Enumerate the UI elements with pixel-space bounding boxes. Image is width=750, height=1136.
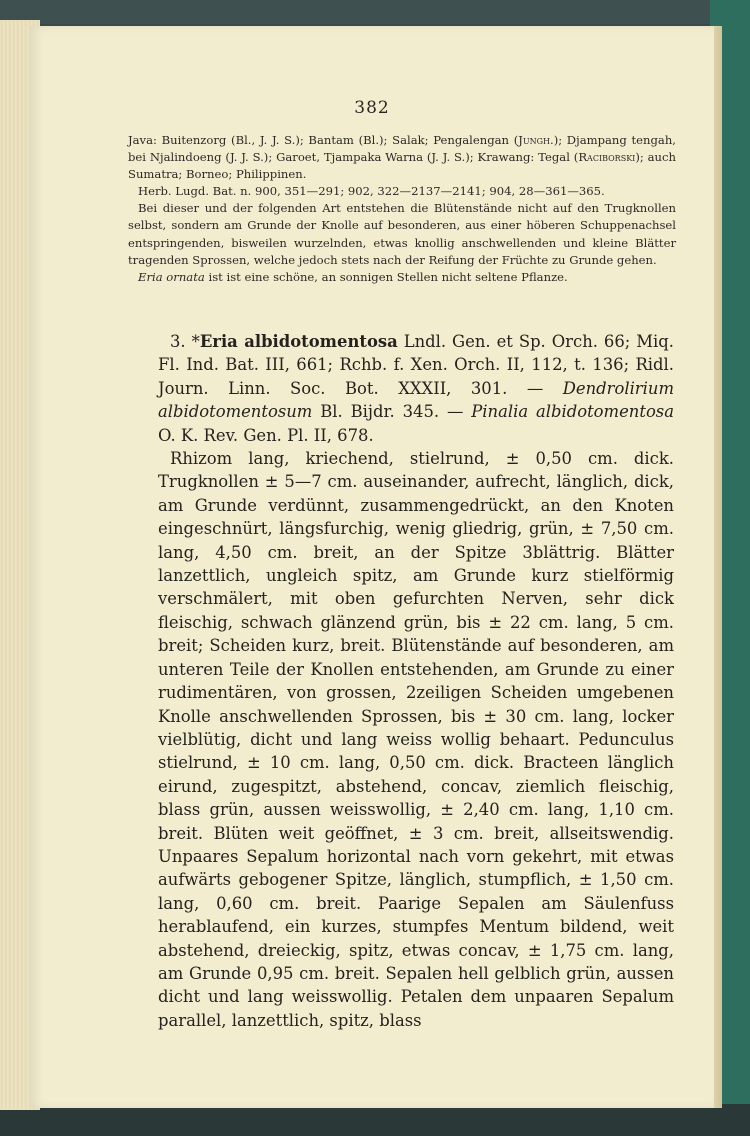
species-remark-text: ist ist eine schöne, an sonnigen Stellen nicht seltene Pflanze. — [204, 269, 568, 284]
species-description: Rhizom lang, kriechend, stielrund, ± 0,50 cm. dick. Trugknollen ± 5—7 cm. auseinander, aufrecht, länglich, dick, am Grunde verdünnt, zusammengedrückt, an den Knoten eingeschnürt, längsfurchig, wenig gliedrig, grün, ± 7,50 cm. lang, 4,50 cm. breit, an der Spitze 3blättrig. Blätter lanzettlich, ungleich spitz, am Grunde kurz stielförmig verschmälert, mit oben gefurchten Nerven, sehr dick fleischig, schwach glänzend grün, bis ± 22 cm. lang, 5 cm. breit; Scheiden kurz, breit. Blütenstände auf besonderen, am unteren Teile der Knollen entstehenden, am Grunde zu einer rudimentären, von grossen, 2zeiligen Scheiden umgebenen Knolle anschwellenden Sprossen, bis ± 30 cm. lang, locker vielblütig, dicht und lang weiss wollig behaart. Pedunculus stielrund, ± 10 cm. lang, 0,50 cm. dick. Bracteen länglich eirund, zugespitzt, abstehend, concav, ziemlich fleischig, blass grün, aussen weisswollig, ± 2,40 cm. lang, 1,10 cm. breit. Blüten weit geöffnet, ± 3 cm. breit, allseitswendig. Unpaares Sepalum horizontal nach vorn gekehrt, mit etwas aufwärts gebogener Spitze, länglich, stumpflich, ± 1,50 cm. lang, 0,60 cm. breit. Paarige Sepalen am Säulenfuss herablaufend, ein kurzes, stumpfes Mentum bildend, weit abstehend, dreieckig, spitz, etwas concav, ± 1,75 cm. lang, am Grunde 0,95 cm. breit. Sepalen hell gelblich grün, aussen dicht und lang weisswollig. Petalen dem unpaaren Sepalum parallel, lanzettlich, spitz, blass — [158, 449, 674, 1030]
herbarium-reference: Herb. Lugd. Bat. n. 900, 351—291; 902, 322—2137—2141; 904, 28—361—365. — [138, 184, 605, 199]
collector-name-raciborski: Raciborski — [578, 150, 636, 165]
locality-text-b: ); Djampang tengah, bei Njalindoeng (J. J. S.); Garoet, Tjampaka Warna (J. J. S.); Krawang: Tegal ( — [128, 133, 676, 165]
book-page — [30, 26, 714, 1108]
species-name-italic: Eria ornata — [138, 269, 205, 284]
species-remark — [128, 269, 676, 286]
species-entry — [158, 330, 674, 1032]
locality-text-a: Java: Buitenzorg (Bl., J. J. S.); Bantam (Bl.); Salak; Pengalengan ( — [128, 133, 519, 147]
book-cover-top — [0, 0, 750, 24]
book-cover-bottom — [0, 1104, 750, 1136]
species-name-bold: Eria albidotomentosa — [199, 332, 398, 351]
species-number: 3. * — [170, 332, 200, 351]
collector-name-jungh: Jungh. — [518, 133, 554, 147]
citation-b: Bl. Bijdr. 345. — — [312, 402, 472, 422]
locality-text-c: ); auch Sumatra; Borneo; Philippinen. — [128, 150, 676, 182]
locality-paragraph — [128, 132, 676, 183]
synonym-pinalia: Pinalia albidotomentosa — [471, 402, 674, 422]
citation-a: Lndl. Gen. et Sp. Orch. 66; Miq. Fl. Ind. Bat. III, 661; Rchb. f. Xen. Orch. II, 112, t. 136; Ridl. Journ. Linn. Soc. Bot. XXXII, 301. — — [158, 332, 675, 398]
species-heading — [158, 330, 674, 447]
citation-c: O. K. Rev. Gen. Pl. II, 678. — [158, 425, 374, 445]
inflorescence-note: Bei dieser und der folgenden Art entstehen die Blütenstände nicht auf den Trugknollen selbst, sondern am Grunde der Knolle auf besonderen, aus einer höberen Schuppenachsel entspringenden, bisweilen wurzelnden, etwas knollig anschwellenden und kleine Blätter tragenden Sprossen, welche jedoch stets nach der Reifung der Früchte zu Grunde gehen. — [128, 201, 676, 267]
page-number: 382 — [354, 98, 390, 118]
locality-notes — [128, 132, 676, 286]
synonym-dendrolirium: Dendrolirium albidotomentosum — [158, 378, 674, 422]
